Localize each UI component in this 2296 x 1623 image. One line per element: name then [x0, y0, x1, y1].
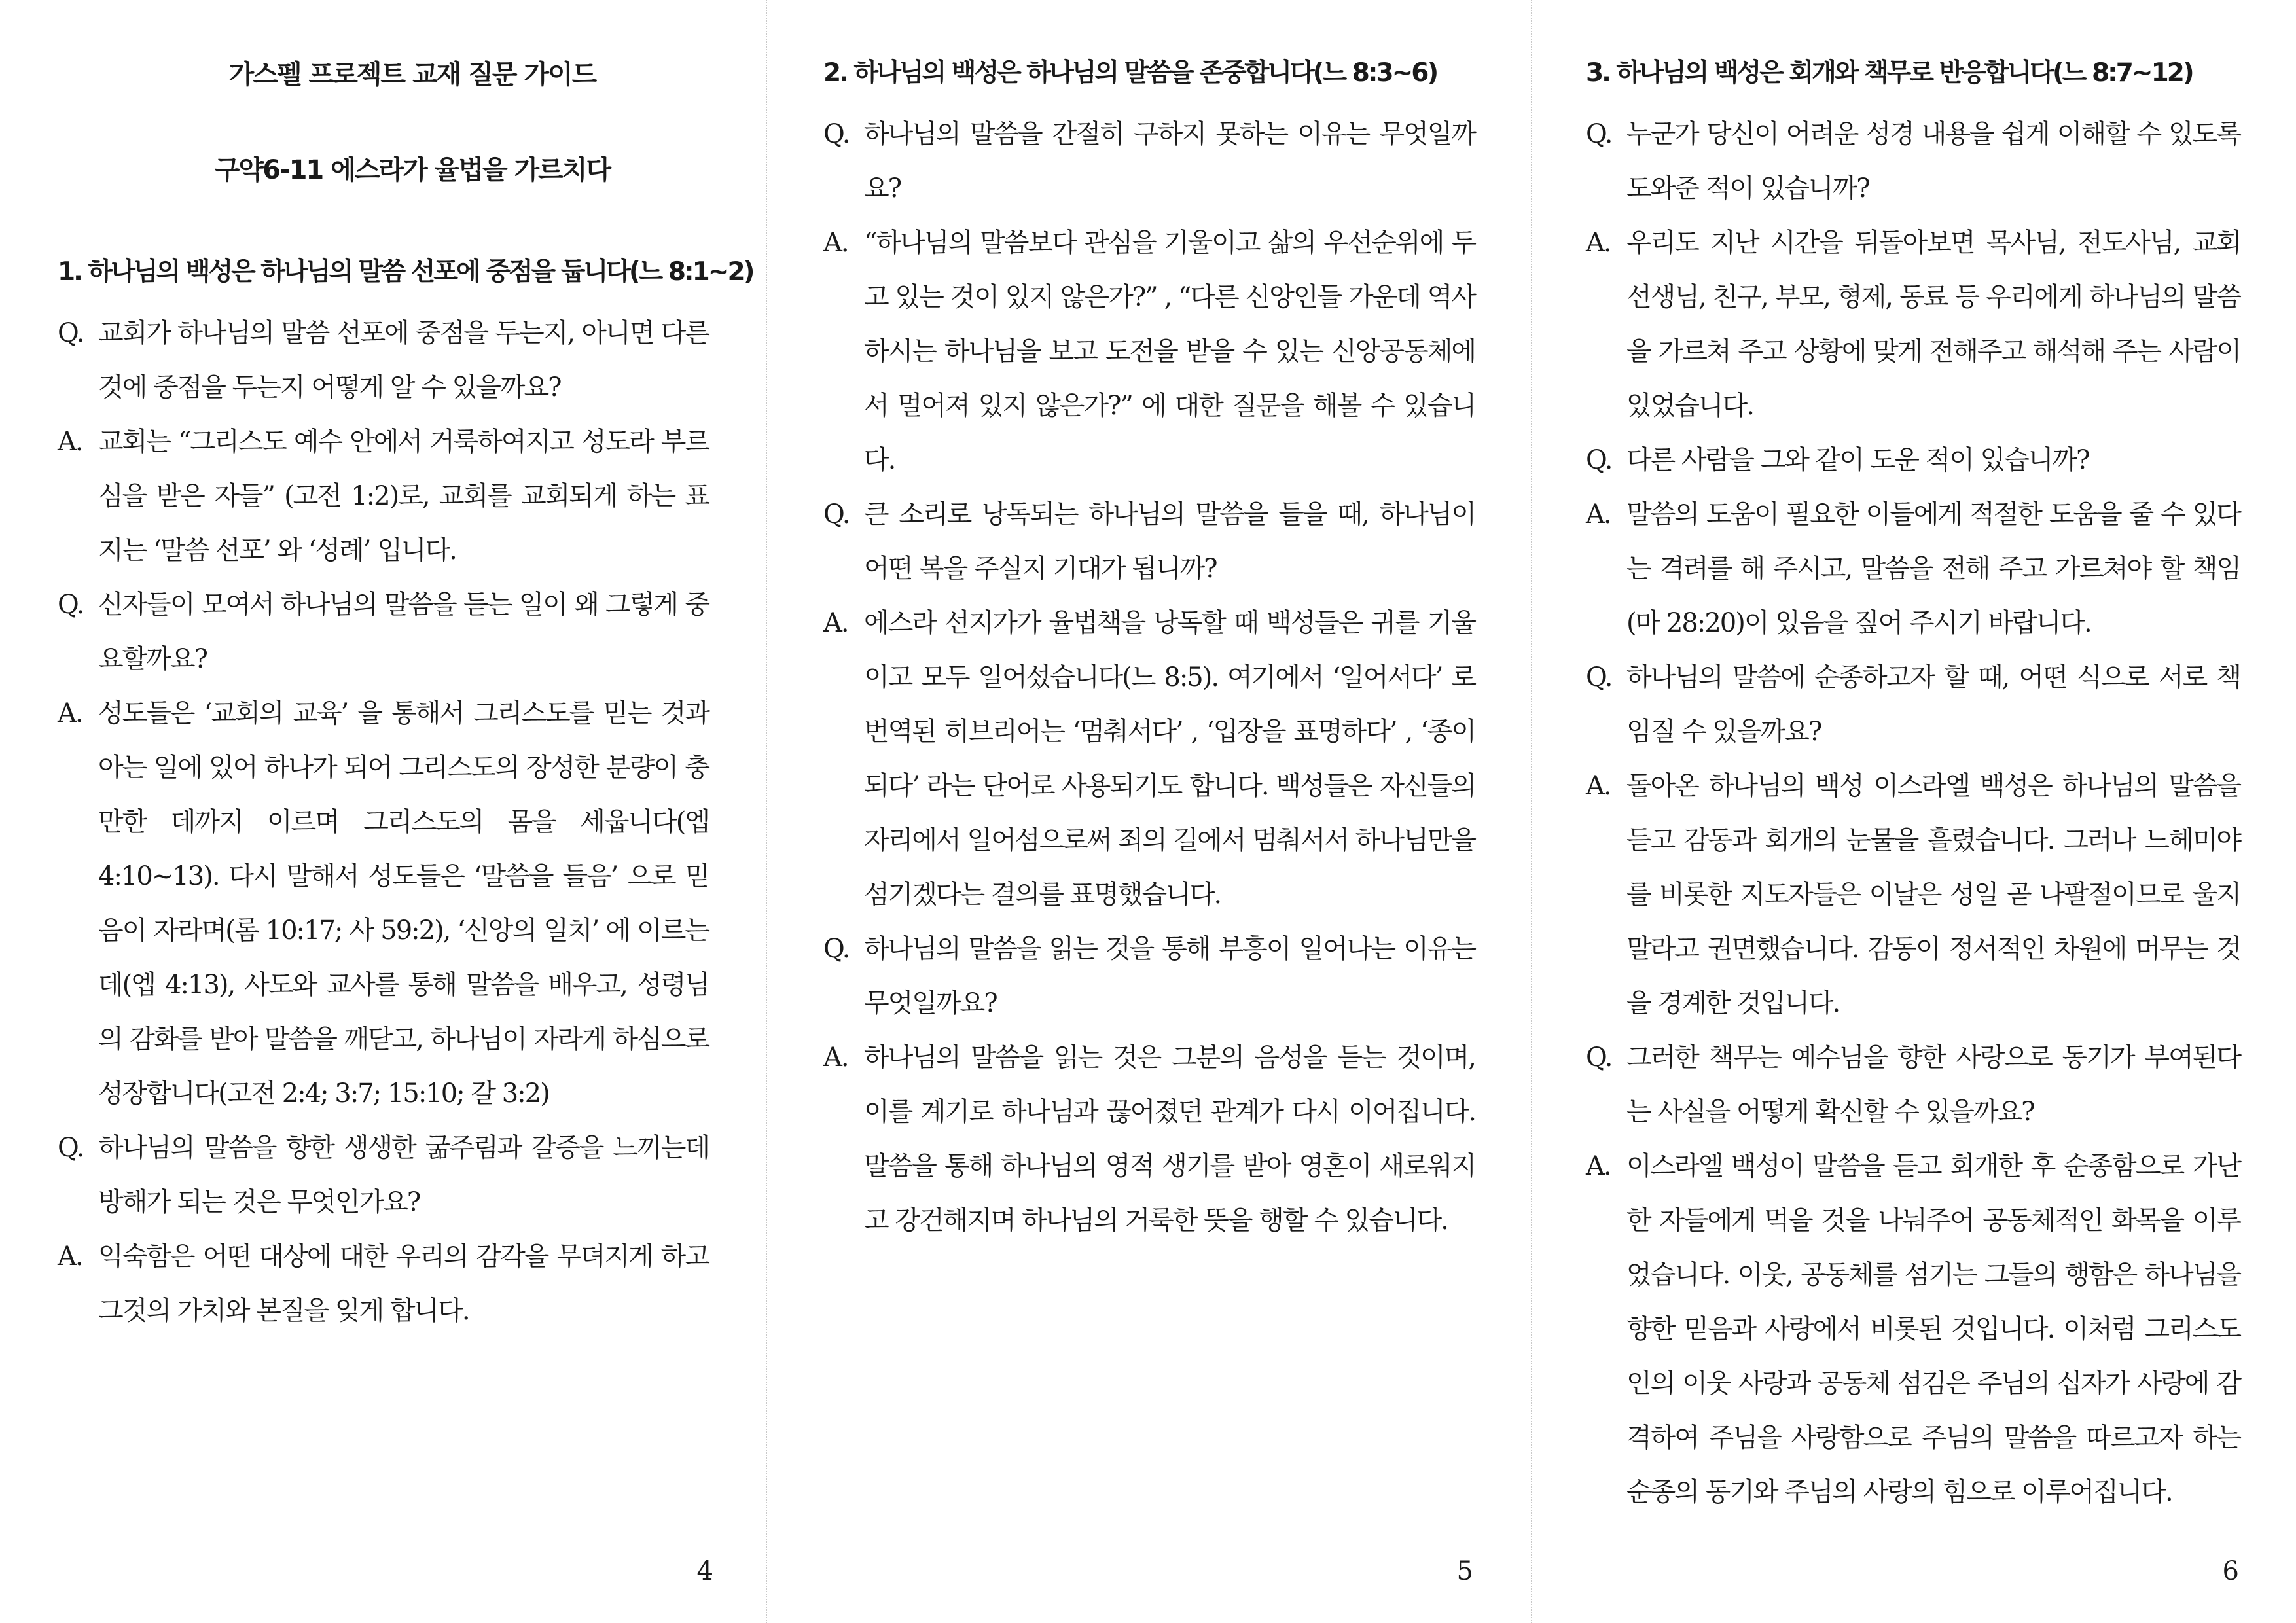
- question: [823, 922, 1475, 1031]
- answer: [1586, 216, 2240, 433]
- question: [1586, 651, 2240, 759]
- answer-text: 성도들은 ‘교회의 교육’ 을 통해서 그리스도를 믿는 것과 아는 일에 있어 하나가 되어 그리스도의 장성한 분량이 충만한 데까지 이르며 그리스도의 몸을 세웁니다(엡 4:10~13). 다시 말해서 성도들은 ‘말씀을 들음’ 으로 믿음이 자라며(롬 10:17; 사 59:2), ‘신앙의 일치’ 에 이르는데(엡 4:13), 사도와 교사를 통해 말씀을 배우고, 성령님의 감화를 받아 말씀을 깨닫고, 하나님이 자라게 하심으로 성장합니다(고전 2:4; 3:7; 15:10; 갈 3:2): [98, 698, 709, 1109]
- answer-text: 이스라엘 백성이 말씀을 듣고 회개한 후 순종함으로 가난한 자들에게 먹을 것을 나눠주어 공동체적인 화목을 이루었습니다. 이웃, 공동체를 섬기는 그들의 행함은 하나님을 향한 믿음과 사랑에서 비롯된 것입니다. 이처럼 그리스도인의 이웃 사랑과 공동체 섬김은 주님의 십자가 사랑에 감격하여 주님을 사랑함으로 주님의 말씀을 따르고자 하는순종의 동기와 주님의 사랑의 힘으로 이루어집니다.: [1626, 1151, 2240, 1507]
- page-number: 5: [1456, 1556, 1473, 1586]
- question-marker: Q.: [58, 1133, 84, 1163]
- answer: [823, 216, 1475, 488]
- question-marker: Q.: [823, 499, 850, 529]
- answer-marker: A.: [1586, 1151, 1611, 1181]
- question-text: 교회가 하나님의 말씀 선포에 중점을 두는지, 아니면 다른 것에 중점을 두는지 어떻게 알 수 있을까요?: [98, 318, 709, 402]
- answer-marker: A.: [1586, 499, 1611, 529]
- question-marker: Q.: [823, 119, 850, 149]
- answer-text: 익숙함은 어떤 대상에 대한 우리의 감각을 무뎌지게 하고 그것의 가치와 본질을 잊게 합니다.: [98, 1241, 709, 1326]
- answer: [1586, 488, 2240, 651]
- question: [1586, 1031, 2240, 1139]
- question: [58, 1121, 709, 1230]
- answer-marker: A.: [58, 1241, 82, 1272]
- question-text: 신자들이 모여서 하나님의 말씀을 듣는 일이 왜 그렇게 중요할까요?: [98, 590, 709, 674]
- question-text: 하나님의 말씀을 읽는 것을 통해 부흥이 일어나는 이유는 무엇일까요?: [864, 934, 1475, 1018]
- answer-marker: A.: [1586, 771, 1611, 801]
- question-marker: Q.: [1586, 445, 1612, 475]
- answer-marker: A.: [823, 228, 848, 258]
- question-marker: Q.: [1586, 662, 1612, 692]
- answer-text: 하나님의 말씀을 읽는 것은 그분의 음성을 듣는 것이며, 이를 계기로 하나님과 끊어졌던 관계가 다시 이어집니다. 말씀을 통해 하나님의 영적 생기를 받아 영혼이 새로워지고 강건해지며 하나님의 거룩한 뜻을 행할 수 있습니다.: [864, 1043, 1475, 1236]
- section-heading: 3. 하나님의 백성은 회개와 책무로 반응합니다(느 8:7~12): [1586, 58, 2193, 88]
- answer: [58, 1230, 709, 1338]
- document-subtitle: 구약6-11 에스라가 율법을 가르치다: [214, 155, 611, 185]
- answer: [58, 687, 709, 1121]
- answer-marker: A.: [58, 698, 82, 728]
- page-4: [0, 0, 766, 1623]
- question-marker: Q.: [58, 590, 84, 620]
- answer-text: 말씀의 도움이 필요한 이들에게 적절한 도움을 줄 수 있다는 격려를 해 주시고, 말씀을 전해 주고 가르쳐야 할 책임(마 28:20)이 있음을 짚어 주시기 바랍니다.: [1626, 499, 2240, 638]
- question-text: 누군가 당신이 어려운 성경 내용을 쉽게 이해할 수 있도록 도와준 적이 있습니까?: [1626, 119, 2240, 204]
- answer-marker: A.: [1586, 228, 1611, 258]
- answer: [823, 596, 1475, 922]
- answer-marker: A.: [58, 427, 82, 457]
- answer: [823, 1031, 1475, 1248]
- question-text: 그러한 책무는 예수님을 향한 사랑으로 동기가 부여된다는 사실을 어떻게 확신할 수 있을까요?: [1626, 1043, 2240, 1127]
- question-text: 하나님의 말씀에 순종하고자 할 때, 어떤 식으로 서로 책임질 수 있을까요?: [1626, 662, 2240, 747]
- question-marker: Q.: [58, 318, 84, 348]
- question-text: 하나님의 말씀을 향한 생생한 굶주림과 갈증을 느끼는데 방해가 되는 것은 무엇인가요?: [98, 1133, 709, 1217]
- answer: [1586, 1139, 2240, 1520]
- section-heading: 1. 하나님의 백성은 하나님의 말씀 선포에 중점을 둡니다(느 8:1~2): [58, 257, 753, 287]
- answer-marker: A.: [823, 608, 848, 638]
- page-content: [1586, 54, 2240, 1520]
- page-number: 4: [696, 1556, 713, 1586]
- answer-text: 돌아온 하나님의 백성 이스라엘 백성은 하나님의 말씀을 듣고 감동과 회개의 눈물을 흘렸습니다. 그러나 느헤미야를 비롯한 지도자들은 이날은 성일 곧 나팔절이므로 울지 말라고 권면했습니다. 감동이 정서적인 차원에 머무는 것을 경계한 것입니다.: [1626, 771, 2240, 1018]
- question: [1586, 107, 2240, 216]
- page-5: [766, 0, 1531, 1623]
- question-marker: Q.: [823, 934, 850, 964]
- question-text: 하나님의 말씀을 간절히 구하지 못하는 이유는 무엇일까요?: [864, 119, 1475, 204]
- page-content: [823, 54, 1475, 1248]
- question-marker: Q.: [1586, 1043, 1612, 1073]
- question: [58, 306, 709, 415]
- page-6: [1531, 0, 2296, 1623]
- question-marker: Q.: [1586, 119, 1612, 149]
- document-title: 가스펠 프로젝트 교재 질문 가이드: [228, 60, 596, 90]
- question: [823, 488, 1475, 596]
- question: [1586, 433, 2240, 488]
- answer-text: 에스라 선지가가 율법책을 낭독할 때 백성들은 귀를 기울이고 모두 일어섰습니다(느 8:5). 여기에서 ‘일어서다’ 로 번역된 히브리어는 ‘멈춰서다’ , ‘입장을 표명하다’ , ‘종이 되다’ 라는 단어로 사용되기도 합니다. 백성들은 자신들의 자리에서 일어섬으로써 죄의 길에서 멈춰서서 하나님만을 섬기겠다는 결의를 표명했습니다.: [864, 608, 1475, 910]
- answer-text: “하나님의 말씀보다 관심을 기울이고 삶의 우선순위에 두고 있는 것이 있지 않은가?” , “다른 신앙인들 가운데 역사하시는 하나님을 보고 도전을 받을 수 있는 신앙공동체에서 멀어져 있지 않은가?” 에 대한 질문을 해볼 수 있습니다.: [864, 228, 1475, 475]
- answer-text: 우리도 지난 시간을 뒤돌아보면 목사님, 전도사님, 교회 선생님, 친구, 부모, 형제, 동료 등 우리에게 하나님의 말씀을 가르쳐 주고 상황에 맞게 전해주고 해석해 주는 사람이 있었습니다.: [1626, 228, 2240, 421]
- answer: [58, 415, 709, 578]
- page-number: 6: [2222, 1556, 2239, 1586]
- section-heading: 2. 하나님의 백성은 하나님의 말씀을 존중합니다(느 8:3~6): [823, 58, 1437, 88]
- answer-text: 교회는 “그리스도 예수 안에서 거룩하여지고 성도라 부르심을 받은 자들” (고전 1:2)로, 교회를 교회되게 하는 표지는 ‘말씀 선포’ 와 ‘성례’ 입니다.: [98, 427, 709, 565]
- question: [823, 107, 1475, 216]
- question: [58, 578, 709, 687]
- page-content: [58, 253, 753, 1338]
- answer: [1586, 759, 2240, 1031]
- question-text: 다른 사람을 그와 같이 도운 적이 있습니까?: [1626, 445, 2089, 475]
- answer-marker: A.: [823, 1043, 848, 1073]
- question-text: 큰 소리로 낭독되는 하나님의 말씀을 들을 때, 하나님이 어떤 복을 주실지 기대가 됩니까?: [864, 499, 1475, 584]
